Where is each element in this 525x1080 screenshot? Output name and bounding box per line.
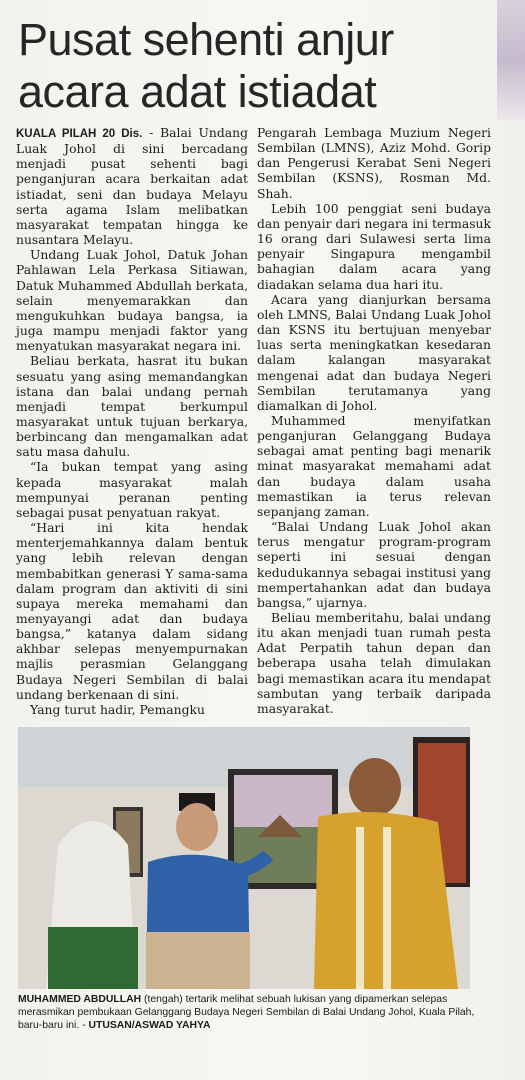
- article-paragraph: “Hari ini kita hendak menterjemahkannya dalam bentuk yang lebih relevan dengan membabitkan generasi Y sama-sama dalam program dan aktiviti di sini supaya mereka memahami dan menyayangi adat dan budaya bangsa,” katanya dalam sidang akhbar selepas menyempurnakan majlis perasmian Gelanggang Budaya Negeri Sembilan di balai undang berkenaan di sini.: [16, 521, 248, 702]
- article-headline: [18, 14, 488, 118]
- article-paragraph: Muhammed menyifatkan penganjuran Gelanggang Budaya sebagai amat penting bagi menarik minat masyarakat memahami adat dan budaya dalam usaha memastikan ia terus relevan sepanjang zaman.: [257, 413, 491, 519]
- article-column-left: [16, 126, 248, 718]
- photo-illustration: [18, 727, 470, 989]
- article-paragraph: [16, 126, 248, 248]
- dateline: KUALA PILAH 20 Dis.: [16, 128, 143, 140]
- headline-line-2: acara adat istiadat: [18, 66, 377, 117]
- page-edge-strip: [497, 0, 525, 120]
- article-paragraph: Pengarah Lembaga Muzium Negeri Sembilan (LMNS), Aziz Mohd. Gorip dan Pengerusi Kerabat Seni Negeri Sembilan (KSNS), Rosman Md. Shah.: [257, 126, 491, 201]
- article-paragraph: Yang turut hadir, Pemangku: [30, 702, 205, 717]
- caption-body: (tengah) tertarik melihat sebuah lukisan yang dipamerkan selepas merasmikan pembukaan Gelanggang Budaya Negeri Sembilan di Balai Undang Johol, Kuala Pilah, baru-baru ini. -: [18, 994, 475, 1031]
- news-photo: [18, 727, 470, 989]
- headline-line-1: Pusat sehenti anjur: [18, 14, 394, 65]
- article-paragraph: Lebih 100 penggiat seni budaya dan penyair dari negara ini termasuk 16 orang dari Sulawesi serta lima penyair Singapura mengambil bahagian dalam acara yang diadakan selama dua hari itu.: [257, 201, 491, 292]
- article-paragraph: Undang Luak Johol, Datuk Johan Pahlawan Lela Perkasa Sitiawan, Datuk Muhammed Abdullah berkata, selain menyemarakkan dan mengukuhkan budaya bangsa, ia juga mampu menjadi faktor yang menyatukan masyarakat negara ini.: [16, 248, 248, 354]
- photo-caption: [18, 993, 478, 1032]
- article-paragraph: Acara yang dianjurkan bersama oleh LMNS, Balai Undang Luak Johol dan KSNS itu bertujuan menyebar luas serta meningkatkan kesedaran dalam kalangan masyarakat mengenai adat dan budaya Negeri Sembilan terutamanya yang diamalkan di Johol.: [257, 292, 491, 413]
- photo-credit: UTUSAN/ASWAD YAHYA: [88, 1020, 211, 1031]
- article-paragraph: “Ia bukan tempat yang asing kepada masyarakat malah mempunyai peranan penting sebagai pusat penyatuan rakyat.: [16, 460, 248, 520]
- article-paragraph: Beliau memberitahu, balai undang itu akan menjadi tuan rumah pesta Adat Perpatih tahun depan dan beberapa usaha telah dimulakan bagi memastikan acara itu mendapat sambutan yang terbaik daripada masyarakat.: [257, 611, 491, 716]
- article-paragraph: Beliau berkata, hasrat itu bukan sesuatu yang asing memandangkan istana dan balai undang pernah menjadi tempat berkumpul masyarakat untuk tujuan berkarya, berbincang dan mengamalkan adat satu masa dahulu.: [16, 354, 248, 460]
- article-paragraph: “Balai Undang Luak Johol akan terus mengatur program-program seperti ini sesuai dengan kedudukannya sebagai institusi yang mempertahankan adat dan budaya bangsa,” ujarnya.: [257, 520, 491, 610]
- caption-lead: MUHAMMED ABDULLAH: [18, 994, 142, 1005]
- paragraph-text: - Balai Undang Luak Johol di sini bercadang menjadi pusat sehenti bagi penganjuran acara berkaitan adat istiadat, seni dan budaya Melayu serta agama Islam melibatkan masyarakat tempatan hingga ke nusantara Melayu.: [16, 126, 248, 248]
- article-column-right: [257, 126, 491, 717]
